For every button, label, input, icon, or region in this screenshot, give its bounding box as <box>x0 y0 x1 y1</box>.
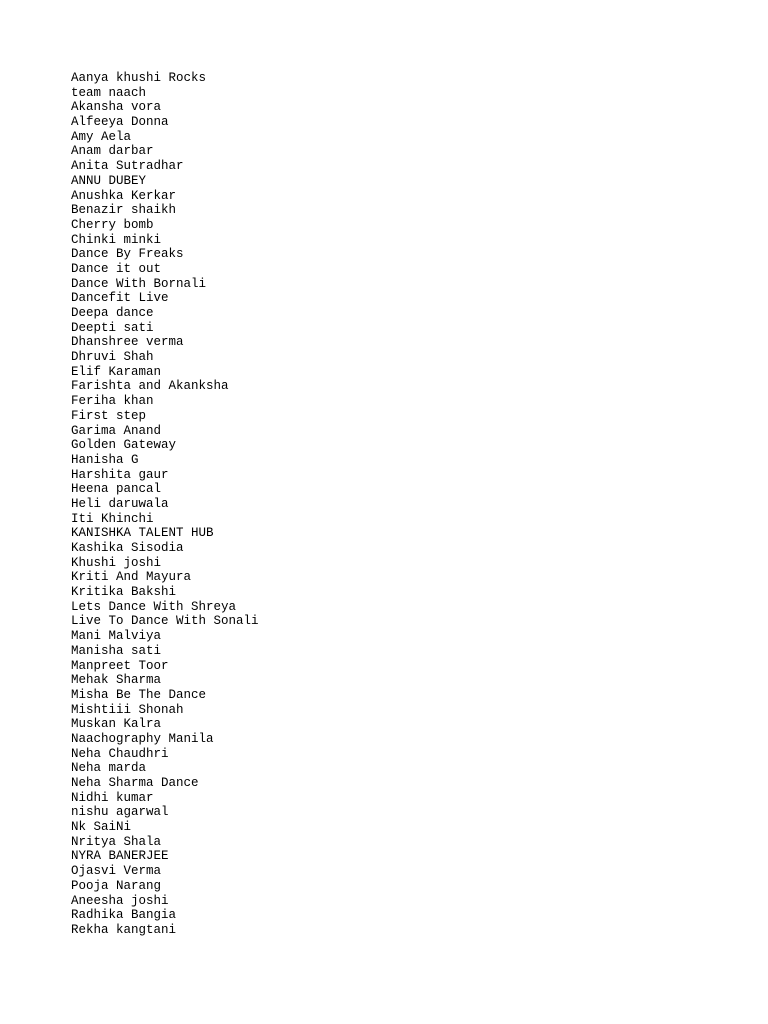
list-item: Mani Malviya <box>71 629 162 644</box>
list-item: Misha Be The Dance <box>71 687 207 702</box>
list-item: Neha marda <box>71 761 147 776</box>
list-item: Dance By Freaks <box>71 247 184 262</box>
list-item: Garima Anand <box>71 423 162 438</box>
list-item: First step <box>71 408 147 423</box>
list-item: Khushi joshi <box>71 555 162 570</box>
list-item: Amy Aela <box>71 129 132 144</box>
list-item: Lets Dance With Shreya <box>71 599 237 614</box>
list-item: Neha Chaudhri <box>71 746 169 761</box>
list-item: Harshita gaur <box>71 467 169 482</box>
list-item: KANISHKA TALENT HUB <box>71 526 214 541</box>
list-item: Deepti sati <box>71 320 154 335</box>
list-item: Benazir shaikh <box>71 203 177 218</box>
list-item: Elif Karaman <box>71 364 162 379</box>
list-item: Kriti And Mayura <box>71 570 192 585</box>
list-item: Kashika Sisodia <box>71 541 184 555</box>
list-item: Anita Sutradhar <box>71 159 184 174</box>
list-item: Nk SaiNi <box>71 820 132 835</box>
list-item: Anam darbar <box>71 144 154 159</box>
list-item: Naachography Manila <box>71 731 214 746</box>
list-item: Chinki minki <box>71 232 162 247</box>
list-item: Nritya Shala <box>71 834 162 849</box>
list-item: Neha Sharma Dance <box>71 776 199 790</box>
list-item: Aanya khushi Rocks <box>71 71 207 85</box>
list-item: Deepa dance <box>71 306 154 320</box>
list-item: Farishta and Akanksha <box>71 379 229 394</box>
list-item: Heena pancal <box>71 482 162 497</box>
list-item: team naach <box>71 85 147 100</box>
list-item: Aneesha joshi <box>71 893 169 908</box>
list-item: Anushka Kerkar <box>71 188 177 203</box>
list-item: Manpreet Toor <box>71 658 169 673</box>
list-item: Dhruvi Shah <box>71 350 154 365</box>
list-item: Rekha kangtani <box>71 922 177 937</box>
list-item: nishu agarwal <box>71 805 169 820</box>
list-item: Cherry bomb <box>71 217 154 232</box>
list-item: Hanisha G <box>71 452 139 467</box>
list-item: Nidhi kumar <box>71 790 154 805</box>
list-item: Kritika Bakshi <box>71 585 177 600</box>
list-item: Dancefit Live <box>71 291 169 306</box>
list-item: Iti Khinchi <box>71 511 154 526</box>
list-item: NYRA BANERJEE <box>71 849 169 864</box>
list-item: Heli daruwala <box>71 496 169 511</box>
list-item: Ojasvi Verma <box>71 864 162 879</box>
list-item: Dance it out <box>71 261 162 276</box>
list-item: Alfeeya Donna <box>71 115 169 130</box>
list-item: ANNU DUBEY <box>71 173 147 188</box>
list-item: Dance With Bornali <box>71 276 207 291</box>
list-item: Golden Gateway <box>71 438 177 453</box>
list-item: Feriha khan <box>71 394 154 409</box>
list-item: Akansha vora <box>71 100 162 115</box>
list-item: Live To Dance With Sonali <box>71 614 259 629</box>
list-item: Dhanshree verma <box>71 335 184 350</box>
list-item: Radhika Bangia <box>71 908 177 923</box>
list-item: Muskan Kalra <box>71 717 162 732</box>
list-item: Mehak Sharma <box>71 673 162 688</box>
list-item: Mishtiii Shonah <box>71 702 184 717</box>
list-item: Pooja Narang <box>71 878 162 893</box>
list-item: Manisha sati <box>71 643 162 658</box>
name-list <box>71 71 259 938</box>
